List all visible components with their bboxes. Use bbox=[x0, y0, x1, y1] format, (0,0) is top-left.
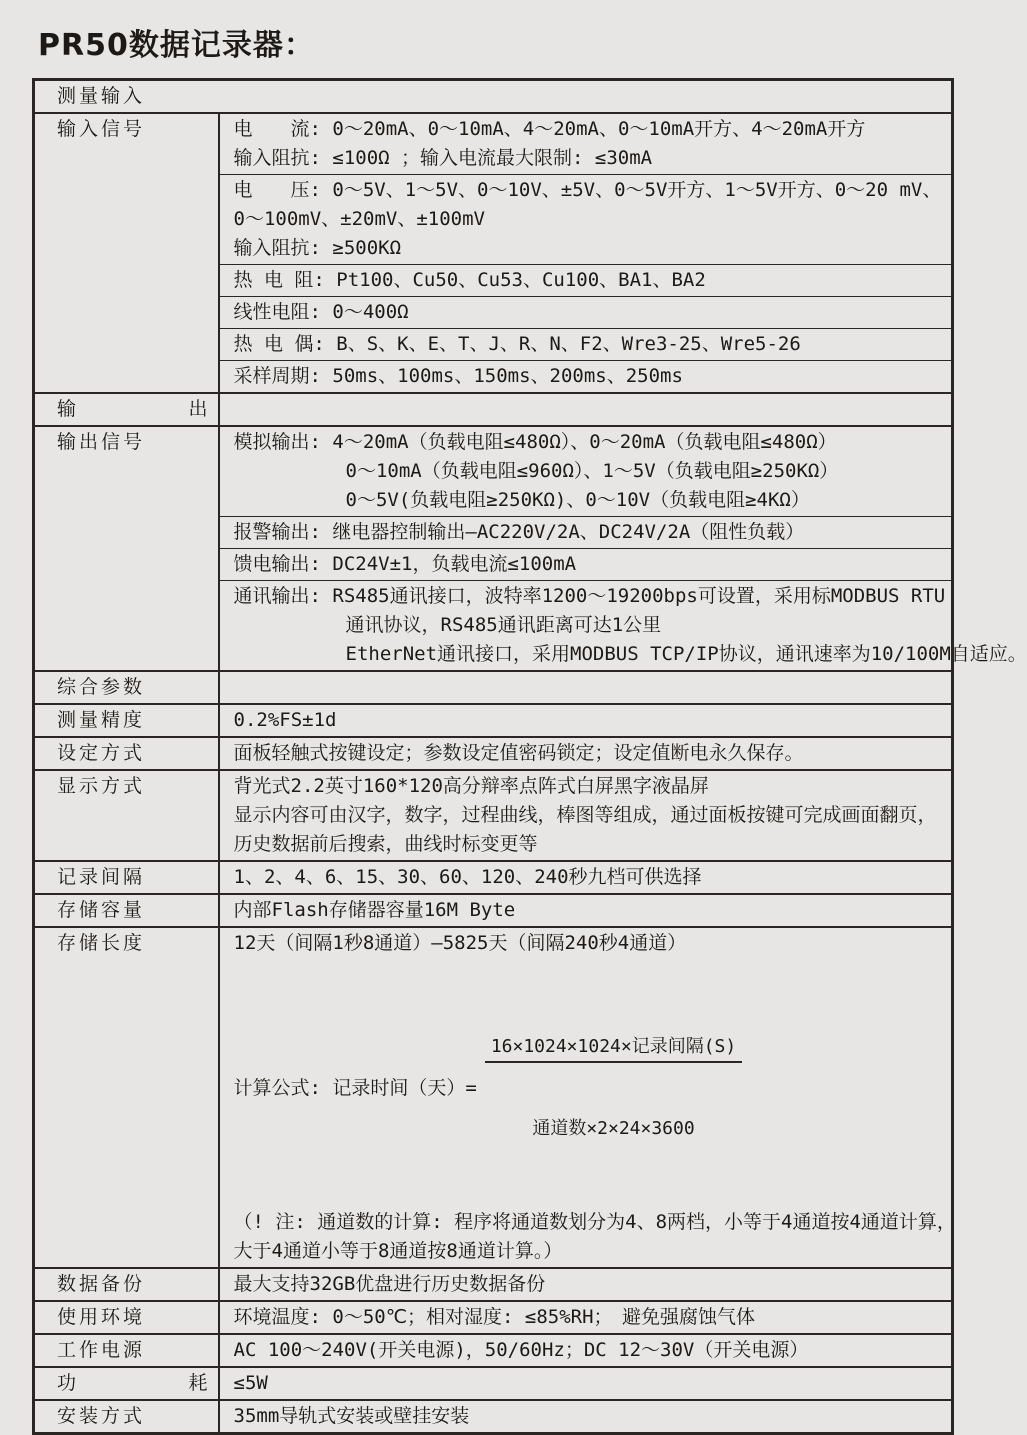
spec-value-record-interval bbox=[219, 861, 953, 894]
spec-line: 大于4通道小等于8通道按8通道计算。） bbox=[233, 1240, 563, 1262]
spec-label-display: 显示方式 bbox=[34, 770, 219, 861]
row-storage-length bbox=[34, 927, 953, 1268]
spec-value-setting bbox=[219, 737, 953, 770]
spec-value-thermocouple bbox=[219, 329, 953, 361]
formula-denominator: 通道数×2×24×3600 bbox=[532, 1118, 695, 1139]
spec-label-record-interval: 记录间隔 bbox=[34, 861, 219, 894]
spec-line: ≤5W bbox=[233, 1372, 268, 1394]
spec-label-power: 工作电源 bbox=[34, 1334, 219, 1367]
spec-value-comm-output bbox=[219, 581, 1027, 672]
spec-value-accuracy bbox=[219, 704, 953, 737]
section-header-measure: 测量输入 bbox=[34, 80, 953, 114]
row-general-header bbox=[34, 671, 953, 704]
spec-line: 电 压: 0～5V、1～5V、0～10V、±5V、0～5V开方、1～5V开方、0～20 mV、 bbox=[233, 179, 942, 201]
row-mounting bbox=[34, 1400, 953, 1434]
spec-label-output-signal: 输出信号 bbox=[34, 426, 219, 671]
row-setting bbox=[34, 737, 953, 770]
row-accuracy bbox=[34, 704, 953, 737]
spec-line: 面板轻触式按键设定；参数设定值密码锁定；设定值断电永久保存。 bbox=[233, 742, 804, 764]
spec-value-storage-capacity bbox=[219, 894, 953, 927]
spec-label-input-signal: 输入信号 bbox=[34, 113, 219, 393]
spec-line: AC 100～240V(开关电源)，50/60Hz；DC 12～30V（开关电源） bbox=[233, 1339, 809, 1361]
spec-value-current bbox=[219, 113, 953, 175]
spec-value-sampling bbox=[219, 361, 953, 394]
spec-value-power bbox=[219, 1334, 953, 1367]
spec-line: 电 流: 0～20mA、0～10mA、4～20mA、0～10mA开方、4～20mA开方 bbox=[233, 118, 866, 140]
spec-line: 线性电阻: 0～400Ω bbox=[233, 301, 409, 323]
spec-line: 通讯输出: RS485通讯接口，波特率1200～19200bps可设置，采用标MODBUS RTU bbox=[233, 585, 946, 607]
row-power bbox=[34, 1334, 953, 1367]
spec-line: 最大支持32GB优盘进行历史数据备份 bbox=[233, 1273, 546, 1295]
spec-label-setting: 设定方式 bbox=[34, 737, 219, 770]
spec-value-feed-output bbox=[219, 549, 953, 581]
storage-range-line: 12天（间隔1秒8通道）—5825天（间隔240秒4通道） bbox=[233, 932, 687, 954]
spec-line: 内部Flash存储器容量16M Byte bbox=[233, 899, 516, 921]
row-output-signal bbox=[34, 426, 953, 517]
spec-line: 热 电 阻: Pt100、Cu50、Cu53、Cu100、BA1、BA2 bbox=[233, 269, 706, 291]
spec-label-consumption: 功 耗 bbox=[34, 1367, 219, 1400]
spec-line: （! 注: 通道数的计算: 程序将通道数划分为4、8两档，小等于4通道按4通道计算， bbox=[233, 1211, 956, 1233]
spec-line: 环境温度: 0～50℃；相对湿度: ≤85%RH； 避免强腐蚀气体 bbox=[233, 1306, 756, 1328]
spec-value-rtd bbox=[219, 265, 953, 297]
storage-note bbox=[233, 1208, 956, 1266]
spec-label-accuracy: 测量精度 bbox=[34, 704, 219, 737]
spec-value-consumption bbox=[219, 1367, 953, 1400]
spec-label-storage-length: 存储长度 bbox=[34, 927, 219, 1268]
spec-line: 报警输出: 继电器控制输出—AC220V/2A、DC24V/2A（阻性负载） bbox=[233, 521, 805, 543]
spec-label-environment: 使用环境 bbox=[34, 1301, 219, 1334]
spec-line: 历史数据前后搜索，曲线时标变更等 bbox=[233, 833, 538, 855]
spec-label-mounting: 安装方式 bbox=[34, 1400, 219, 1434]
row-environment bbox=[34, 1301, 953, 1334]
spec-value-alarm-output bbox=[219, 517, 953, 549]
spec-value-display bbox=[219, 770, 953, 861]
spec-line: 模拟输出: 4～20mA（负载电阻≤480Ω）、0～20mA（负载电阻≤480Ω） bbox=[233, 431, 837, 453]
row-output-header bbox=[34, 393, 953, 426]
spec-value-mounting bbox=[219, 1400, 953, 1434]
row-record-interval bbox=[34, 861, 953, 894]
page-title: PR50数据记录器： bbox=[38, 28, 315, 63]
formula-prefix: 计算公式: 记录时间（天）= bbox=[233, 1076, 477, 1099]
empty-cell bbox=[219, 671, 953, 704]
spec-line: 0～10mA（负载电阻≤960Ω）、1～5V（负载电阻≥250KΩ） bbox=[345, 460, 839, 482]
spec-value-storage-length bbox=[219, 927, 956, 1268]
spec-value-linear-resistance bbox=[219, 297, 953, 329]
row-display bbox=[34, 770, 953, 861]
spec-value-analog-output bbox=[219, 426, 953, 517]
spec-line: 输入阻抗: ≥500KΩ bbox=[233, 237, 402, 259]
spec-label-backup: 数据备份 bbox=[34, 1268, 219, 1301]
spec-line: 采样周期: 50ms、100ms、150ms、200ms、250ms bbox=[233, 365, 683, 387]
spec-line: 输入阻抗: ≤100Ω ；输入电流最大限制: ≤30mA bbox=[233, 147, 653, 169]
empty-cell bbox=[219, 393, 953, 426]
spec-line: 馈电输出: DC24V±1，负载电流≤100mA bbox=[233, 553, 577, 575]
section-header-output: 输 出 bbox=[34, 393, 219, 426]
spec-line: EtherNet通讯接口，采用MODBUS TCP/IP协议，通讯速率为10/100M自适应。 bbox=[345, 643, 1027, 665]
row-consumption bbox=[34, 1367, 953, 1400]
spec-table bbox=[32, 78, 1027, 1435]
formula-numerator: 16×1024×1024×记录间隔(S) bbox=[485, 1034, 742, 1063]
formula-fraction bbox=[485, 982, 742, 1194]
spec-value-voltage bbox=[219, 175, 953, 265]
spec-line: 0～100mV、±20mV、±100mV bbox=[233, 208, 485, 230]
row-backup bbox=[34, 1268, 953, 1301]
storage-formula bbox=[234, 982, 944, 1194]
row-measure-header bbox=[34, 80, 953, 114]
spec-value-backup bbox=[219, 1268, 953, 1301]
spec-line: 通讯协议，RS485通讯距离可达1公里 bbox=[345, 614, 662, 636]
spec-line: 热 电 偶: B、S、K、E、T、J、R、N、F2、Wre3-25、Wre5-26 bbox=[233, 333, 801, 355]
spec-value-environment bbox=[219, 1301, 953, 1334]
spec-line: 35mm导轨式安装或壁挂安装 bbox=[233, 1405, 470, 1427]
row-input-signal bbox=[34, 113, 953, 175]
spec-label-storage-capacity: 存储容量 bbox=[34, 894, 219, 927]
spec-line: 0.2%FS±1d bbox=[233, 709, 337, 731]
section-header-general: 综合参数 bbox=[34, 671, 219, 704]
spec-line: 1、2、4、6、15、30、60、120、240秒九档可供选择 bbox=[233, 866, 702, 888]
spec-line: 显示内容可由汉字，数字，过程曲线，棒图等组成，通过面板按键可完成画面翻页， bbox=[233, 804, 937, 826]
row-storage-capacity bbox=[34, 894, 953, 927]
spec-line: 背光式2.2英寸160*120高分辩率点阵式白屏黑字液晶屏 bbox=[233, 775, 709, 797]
spec-line: 0～5V(负载电阻≥250KΩ)、0～10V（负载电阻≥4KΩ） bbox=[345, 489, 810, 511]
